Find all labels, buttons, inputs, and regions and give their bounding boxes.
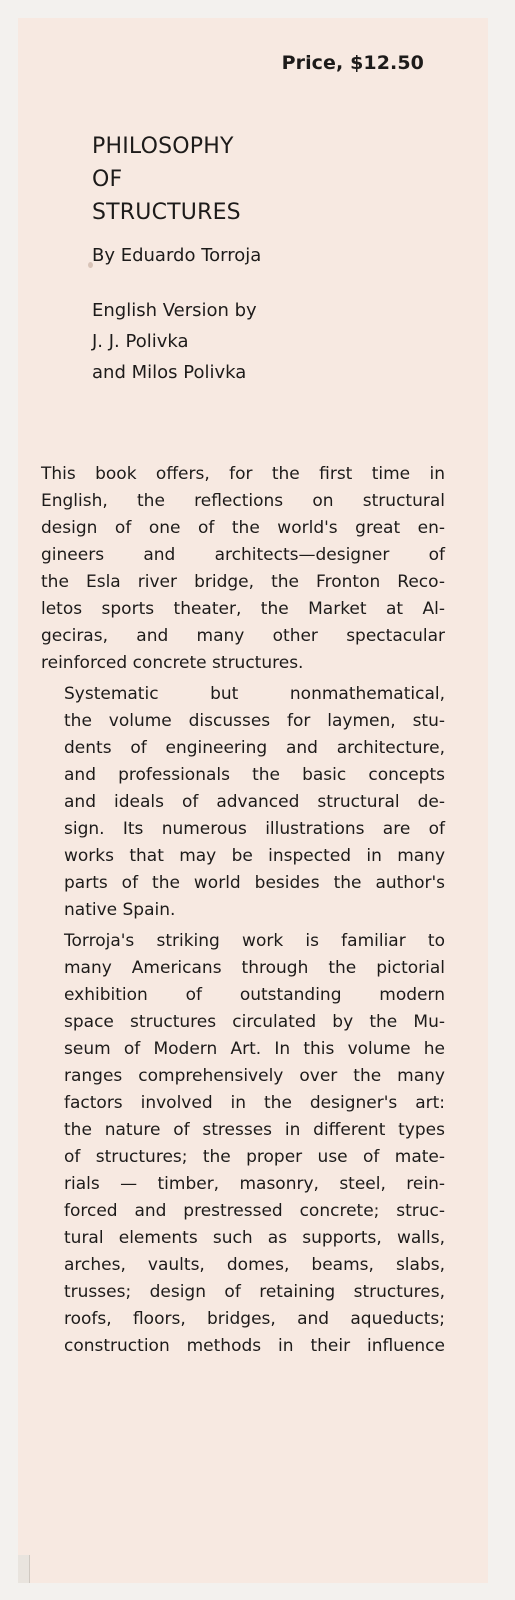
title-line: OF bbox=[92, 167, 123, 192]
blurb-paragraph bbox=[41, 681, 445, 924]
text-line: arches, vaults, domes, beams, slabs, bbox=[64, 1255, 445, 1275]
text-line: ranges comprehensively over the many bbox=[64, 1066, 445, 1086]
text-line: Systematic but nonmathematical, bbox=[64, 684, 445, 704]
text-line: rials — timber, masonry, steel, rein- bbox=[64, 1174, 445, 1194]
book-jacket-flap bbox=[18, 18, 488, 1583]
text-line: roofs, floors, bridges, and aqueducts; bbox=[64, 1309, 445, 1329]
translator-line: English Version by bbox=[92, 300, 257, 321]
text-line: the Esla river bridge, the Fronton Reco- bbox=[41, 572, 445, 592]
blurb-text bbox=[41, 461, 445, 1364]
flap-edge-tab bbox=[18, 1555, 30, 1583]
text-line: forced and prestressed concrete; struc- bbox=[64, 1201, 445, 1221]
text-line: and professionals the basic concepts bbox=[64, 765, 445, 785]
text-line: native Spain. bbox=[64, 900, 176, 920]
blurb-paragraph bbox=[41, 461, 445, 677]
text-line: the volume discusses for laymen, stu- bbox=[64, 711, 445, 731]
text-line: This book offers, for the first time in bbox=[41, 464, 445, 484]
title-line: PHILOSOPHY bbox=[92, 134, 234, 159]
text-line: and ideals of advanced structural de- bbox=[64, 792, 445, 812]
text-line: the nature of stresses in different types bbox=[64, 1120, 445, 1140]
price-label: Price, $12.50 bbox=[281, 52, 424, 74]
title-line: STRUCTURES bbox=[92, 200, 241, 225]
book-title bbox=[92, 130, 241, 229]
author-byline: By Eduardo Torroja bbox=[92, 245, 262, 266]
text-line: construction methods in their influence bbox=[64, 1336, 445, 1356]
text-line: English, the reflections on structural bbox=[41, 491, 445, 511]
text-line: Torroja's striking work is familiar to bbox=[64, 931, 445, 951]
translator-line: and Milos Polivka bbox=[92, 362, 247, 383]
translator-credits bbox=[92, 295, 257, 388]
translator-line: J. J. Polivka bbox=[92, 331, 189, 352]
text-line: factors involved in the designer's art: bbox=[64, 1093, 445, 1113]
text-line: space structures circulated by the Mu- bbox=[64, 1012, 445, 1032]
text-line: design of one of the world's great en- bbox=[41, 518, 445, 538]
text-line: many Americans through the pictorial bbox=[64, 958, 445, 978]
text-line: tural elements such as supports, walls, bbox=[64, 1228, 445, 1248]
text-line: works that may be inspected in many bbox=[64, 846, 445, 866]
text-line: seum of Modern Art. In this volume he bbox=[64, 1039, 445, 1059]
text-line: exhibition of outstanding modern bbox=[64, 985, 445, 1005]
text-line: of structures; the proper use of mate- bbox=[64, 1147, 445, 1167]
text-line: trusses; design of retaining structures, bbox=[64, 1282, 445, 1302]
text-line: reinforced concrete structures. bbox=[41, 653, 304, 673]
text-line: gineers and architects—designer of bbox=[41, 545, 445, 565]
paper-stain bbox=[88, 262, 93, 268]
text-line: dents of engineering and architecture, bbox=[64, 738, 445, 758]
blurb-paragraph bbox=[41, 928, 445, 1360]
text-line: parts of the world besides the author's bbox=[64, 873, 445, 893]
text-line: geciras, and many other spectacular bbox=[41, 626, 445, 646]
text-line: sign. Its numerous illustrations are of bbox=[64, 819, 445, 839]
text-line: letos sports theater, the Market at Al- bbox=[41, 599, 445, 619]
